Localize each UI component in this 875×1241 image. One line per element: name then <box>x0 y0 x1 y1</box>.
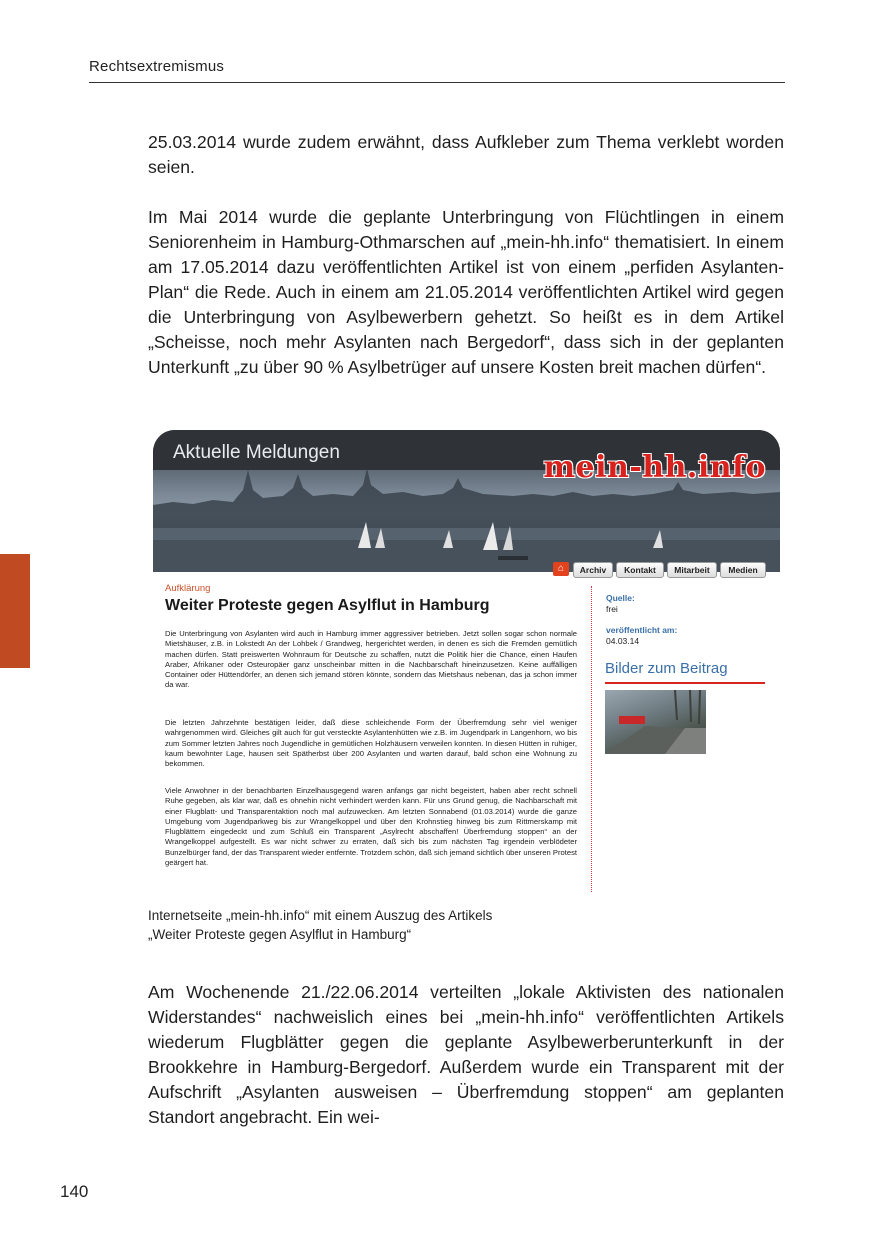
nav-kontakt-button[interactable]: Kontakt <box>616 562 664 578</box>
article-thumbnail-image[interactable] <box>605 690 706 754</box>
article-paragraph-3: Viele Anwohner in der benachbarten Einzelhausgegend waren anfangs gar nicht begeistert, haben aber recht schnell Ruhe gegeben, als klar war, daß es ohnehin nicht verhindert werden kann. Für uns Grund genug, die Nachbarschaft mit einer Flugblatt- und Transparentaktion noch mal aufzuwecken. Am letzten Sonnabend (01.03.2014) wurde die ganze Umgebung vom Jugendparkweg bis zur Wrangelkoppel und über den Krohnstieg hinweg bis zum Rittmerskamp mit Flugblättern eingedeckt und zum Schluß ein Transparent „Asylrecht abschaffen! Überfremdung stoppen“ an der Wrangelkoppel aufgestellt. Es war nicht schwer zu erraten, daß sich bis zum nächsten Tag irgendein verblödeter Bunzelbürger fand, der das Transparent wieder entfernte. Trotzdem schön, daß sich jemand sichtlich über unseren Protest geärgert hat. <box>165 786 577 868</box>
paragraph-1: 25.03.2014 wurde zudem erwähnt, dass Aufkleber zum Thema verklebt worden seien. <box>148 132 784 177</box>
nav-mitarbeit-button[interactable]: Mitarbeit <box>667 562 717 578</box>
paragraph-2: Im Mai 2014 wurde die geplante Unterbringung von Flüchtlingen in einem Seniorenheim in Hamburg-Othmarschen auf „mein-hh.info“ thematisiert. In einem am 17.05.2014 dazu veröffentlichten Artikel ist von einem „perfiden Asylanten-Plan“ die Rede. Auch in einem am 21.05.2014 veröffentlichten Artikel wird gegen die Unterbringung von Asylbewerbern gehetzt. So heißt es in dem Artikel „Scheisse, noch mehr Asylanten nach Bergedorf“, dass sich in der geplanten Unterkunft „zu über 90 % Asylbetrüger auf unsere Kosten breit machen dürfen“. <box>148 207 784 377</box>
column-divider <box>591 586 592 892</box>
article-kicker: Aufklärung <box>165 583 211 594</box>
header-rule <box>89 82 785 83</box>
home-icon[interactable]: ⌂ <box>553 562 569 576</box>
figure-caption <box>148 906 784 944</box>
nav-medien-button[interactable]: Medien <box>720 562 766 578</box>
article-paragraph-2: Die letzten Jahrzehnte bestätigen leider, daß diese schleichende Form der Überfremdung sehr viel weniger wahrgenommen wird. Gleiches gilt auch für gut versteckte Asylantenhütten wie z.B. im Jugendpark in Langenhorn, wo bis zum Sommer letzten Jahres noch Jugendliche in gemütlichen Holzhäusern verweilen konnten. In diesen Hütten in ruhiger, kaum bewohnter Lage, hausen seit Spätherbst über 200 Asylanten und warten darauf, bald schon eine Wohnung zu bekommen. <box>165 718 577 769</box>
site-logo: mein-hh.info <box>543 450 766 485</box>
published-value: 04.03.14 <box>606 636 640 646</box>
banner-title: Aktuelle Meldungen <box>173 442 340 463</box>
page-number: 140 <box>60 1182 89 1201</box>
caption-line-2: „Weiter Proteste gegen Asylflut in Hamburg“ <box>148 927 412 942</box>
source-value: frei <box>606 604 618 614</box>
site-banner <box>153 430 780 572</box>
article-headline: Weiter Proteste gegen Asylflut in Hamburg <box>165 597 490 614</box>
nav-archiv-button[interactable]: Archiv <box>573 562 613 578</box>
paragraph-3: Am Wochenende 21./22.06.2014 verteilten „lokale Aktivisten des nationalen Widerstandes“ nachweislich eines bei „mein-hh.info“ veröffentlichten Artikels wiederum Flugblätter gegen die geplante Asylbewerberunterkunft in der Brookkehre in Hamburg-Bergedorf. Außerdem wurde ein Transparent mit der Aufschrift „Asylanten ausweisen – Überfremdung stoppen“ am geplanten Standort angebracht. Ein wei- <box>148 982 784 1127</box>
caption-line-1: Internetseite „mein-hh.info“ mit einem Auszug des Artikels <box>148 908 493 923</box>
images-heading-rule <box>605 682 765 684</box>
website-screenshot-figure <box>153 430 780 892</box>
source-label: Quelle: <box>606 593 635 603</box>
article-paragraph-1: Die Unterbringung von Asylanten wird auch in Hamburg immer aggressiver betrieben. Jetzt sollen sogar schon normale Mietshäuser, z.B. in Lokstedt An der Lohbek / Grandweg, hergerichtet werden, in denen es sich die Fremden gemütlich machen dürfen. Statt preiswerten Wohnraum für Deutsche zu schaffen, nutzt die Politik hier die Chance, einen Haufen Araber, Afrikaner oder Osteuropäer ganz unscheinbar mitten in die Nachbarschaft hineinzusetzen. Keine auffälligen Container oder Hüttendörfer, an denen sich jemand stören könnte, sondern das Mietshaus nebenan, das ja schon immer da war. <box>165 629 577 690</box>
published-label: veröffentlicht am: <box>606 625 678 635</box>
running-head: Rechtsextremismus <box>89 58 225 75</box>
images-heading: Bilder zum Beitrag <box>605 660 728 677</box>
chapter-tab-marker <box>0 554 30 668</box>
